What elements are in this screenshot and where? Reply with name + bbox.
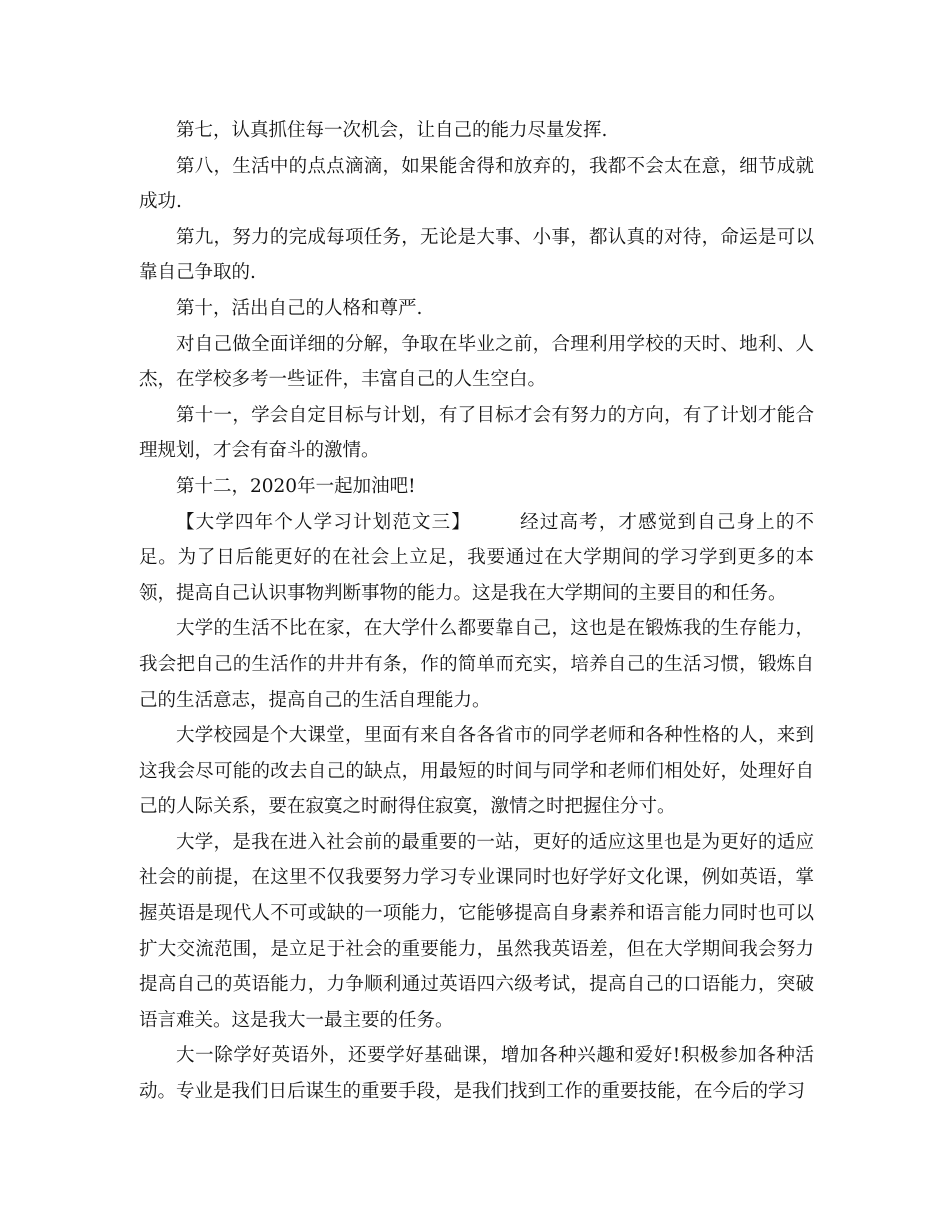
paragraph-life: 大学的生活不比在家，在大学什么都要靠自己，这也是在锻炼我的生存能力，我会把自己的生活作的井井有条，作的简单而充实，培养自己的生活习惯，锻炼自己的生活意志，提高自己的生活自理能力。 — [139, 618, 814, 711]
section-paragraph — [139, 505, 814, 612]
paragraph-freshman: 大一除学好英语外，还要学好基础课，增加各种兴趣和爱好!积极参加各种活动。专业是我们日后谋生的重要手段，是我们找到工作的重要技能，在今后的学习 — [139, 1045, 814, 1103]
section-heading: 【大学四年个人学习计划范文三】 — [176, 511, 471, 533]
paragraph-8: 第八，生活中的点点滴滴，如果能舍得和放弃的，我都不会太在意，细节成就成功. — [139, 155, 814, 213]
paragraph-7: 第七，认真抓住每一次机会，让自己的能力尽量发挥. — [176, 120, 608, 141]
document-body — [139, 113, 814, 1110]
section-intro: 经过高考，才感觉到自己身上的不足。为了日后能更好的在社会上立足，我要通过在大学期间的学习学到更多的本领，提高自己认识事物判断事物的能力。这是我在大学期间的主要目的和任务。 — [139, 511, 814, 604]
paragraph-9: 第九，努力的完成每项任务，无论是大事、小事，都认真的对待，命运是可以靠自己争取的. — [139, 226, 814, 284]
paragraph-11: 第十一，学会自定目标与计划，有了目标才会有努力的方向，有了计划才能合理规划，才会有奋斗的激情。 — [139, 404, 814, 462]
paragraph-12: 第十二，2020年一起加油吧! — [176, 475, 416, 497]
paragraph-english: 大学，是我在进入社会前的最重要的一站，更好的适应这里也是为更好的适应社会的前提，在这里不仅我要努力学习专业课同时也好学好文化课，例如英语，掌握英语是现代人不可或缺的一项能力，它能够提高自身素养和语言能力同时也可以扩大交流范围，是立足于社会的重要能力，虽然我英语差，但在大学期间我会努力提高自己的英语能力，力争顺利通过英语四六级考试，提高自己的口语能力，突破语言难关。这是我大一最主要的任务。 — [139, 831, 814, 1031]
paragraph-10: 第十，活出自己的人格和尊严. — [176, 297, 423, 319]
paragraph-overview: 对自己做全面详细的分解，争取在毕业之前，合理利用学校的天时、地利、人杰，在学校多考一些证件，丰富自己的人生空白。 — [139, 333, 814, 391]
paragraph-campus: 大学校园是个大课堂，里面有来自各各省市的同学老师和各种性格的人，来到这我会尽可能的改去自己的缺点，用最短的时间与同学和老师们相处好，处理好自己的人际关系，要在寂寞之时耐得住寂寞，激情之时把握住分寸。 — [139, 725, 814, 818]
